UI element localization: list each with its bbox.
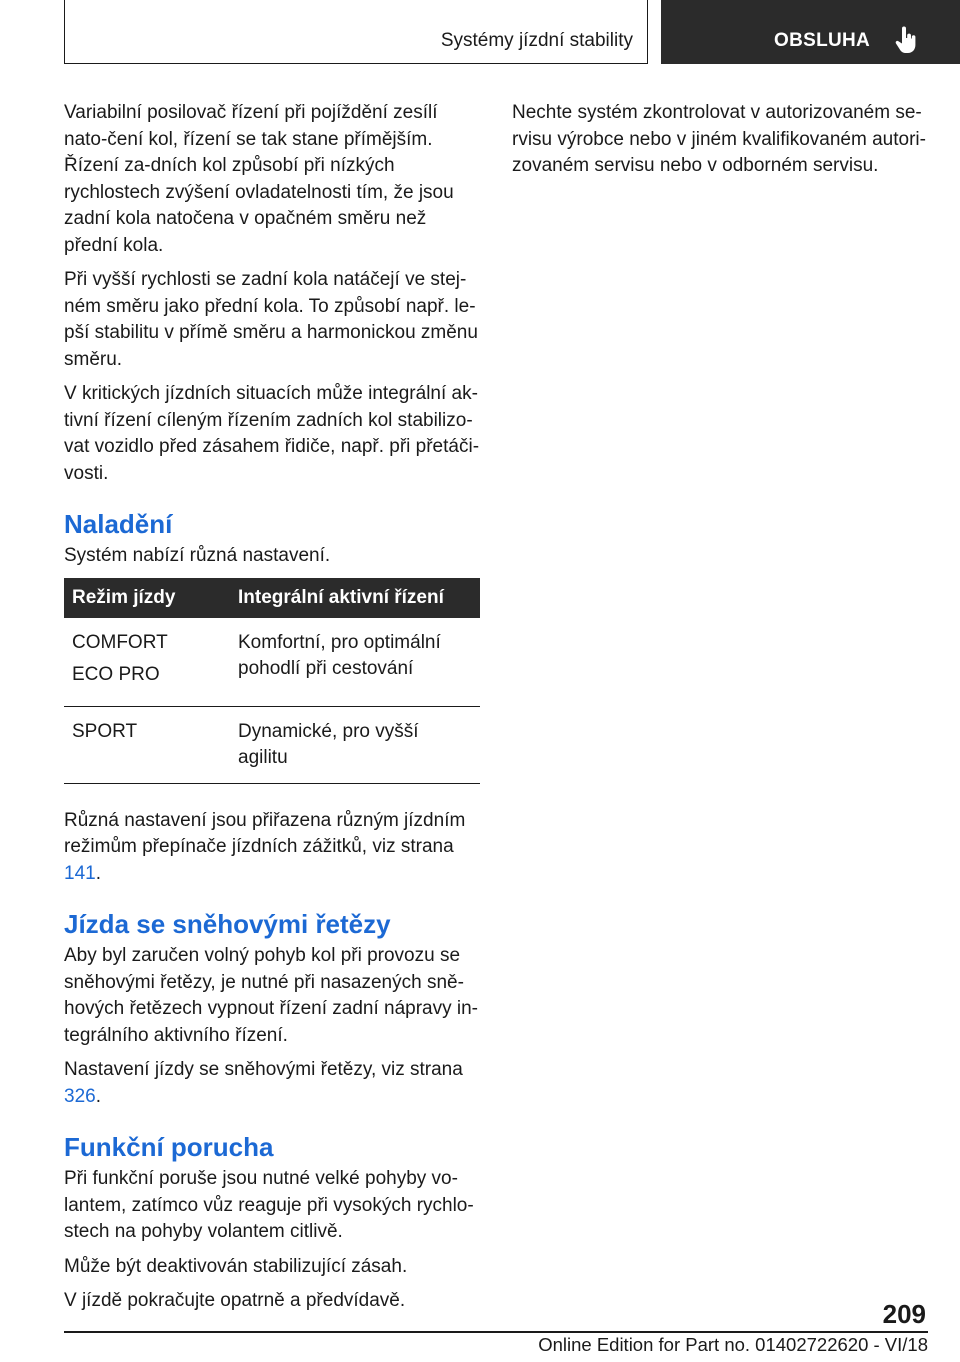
mode-label: ECO PRO (72, 663, 160, 685)
right-column (512, 100, 928, 188)
hand-pointer-icon (894, 26, 918, 54)
table-cell-desc: Komfortní, pro optimální pohodlí při cestování (230, 618, 480, 707)
text-span: Různá nastavení jsou přiřazena různým jízdním režimům přepínače jízdních zážitků, viz strana (64, 809, 466, 857)
left-column (64, 100, 480, 1323)
column-header: Režim jízdy (64, 578, 230, 618)
mode-label: SPORT (72, 720, 138, 742)
footer-divider (64, 1331, 928, 1333)
text-span: Nastavení jízdy se sněhovými řetězy, viz strana (64, 1059, 463, 1080)
paragraph: Při funkční poruše jsou nutné velké pohyby vo-lantem, zatímco vůz reaguje při vysokých rychlo-stech na pohyby volantem citlivě. (64, 1168, 474, 1242)
settings-table (64, 578, 480, 784)
paragraph (64, 1057, 480, 1110)
paragraph: Při vyšší rychlosti se zadní kola natáčejí ve stej-ném směru jako přední kola. To způsobí např. le-pší stabilitu v přímě směru a harmonickou změnu směru. (64, 269, 478, 370)
heading-snow-chains: Jízda se sněhovými řetězy (64, 909, 391, 939)
table-row (64, 706, 480, 783)
paragraph: V kritických jízdních situacích může integrální ak-tivní řízení cíleným řízením zadních kol stabilizo-vat vozidlo před zásahem řidiče, např. při přetáči-vosti. (64, 383, 480, 484)
text-span: . (95, 1085, 101, 1107)
section-tab[interactable] (661, 0, 960, 64)
table-cell-mode (64, 706, 230, 783)
table-row (64, 618, 480, 707)
paragraph: Může být deaktivován stabilizující zásah. (64, 1255, 408, 1277)
chapter-title: Systémy jízdní stability (440, 30, 633, 51)
paragraph: V jízdě pokračujte opatrně a předvídavě. (64, 1290, 406, 1311)
edition-footer: Online Edition for Part no. 01402722620 - VI/18 (538, 1334, 928, 1355)
mode-label: COMFORT (72, 631, 168, 653)
heading-naladeni: Naladění (64, 509, 173, 539)
paragraph (64, 808, 480, 888)
page-number: 209 (882, 1299, 926, 1329)
table-cell-mode (64, 618, 230, 707)
paragraph: Systém nabízí různá nastavení. (64, 545, 331, 566)
table-header-row (64, 578, 480, 618)
paragraph: Nechte systém zkontrolovat v autorizovaném se-rvisu výrobce nebo v jiném kvalifikovaném autori-zovaném servisu nebo v odborném servisu. (512, 102, 926, 176)
paragraph: Variabilní posilovač řízení při pojíždění zesílí nato-čení kol, řízení se tak stane přímějším. Řízení za-dních kol způsobí při nízkých rychlostech zvýšení ovladatelnosti tím, že jsou zadní kola natočena v opačném směru než přední kola. (64, 102, 454, 256)
text-span: . (95, 862, 101, 884)
page-link-326[interactable]: 326 (64, 1085, 96, 1107)
header-frame (64, 0, 648, 64)
column-header: Integrální aktivní řízení (230, 578, 480, 618)
section-tab-label: OBSLUHA (774, 30, 871, 51)
heading-malfunction: Funkční porucha (64, 1132, 274, 1162)
paragraph: Aby byl zaručen volný pohyb kol při provozu se sněhovými řetězy, je nutné při nasazených sně-hových řetězech vypnout řízení zadní nápravy in-tegrálního aktivního řízení. (64, 945, 479, 1046)
table-cell-desc: Dynamické, pro vyšší agilitu (230, 706, 480, 783)
page-link-141[interactable]: 141 (64, 862, 96, 884)
